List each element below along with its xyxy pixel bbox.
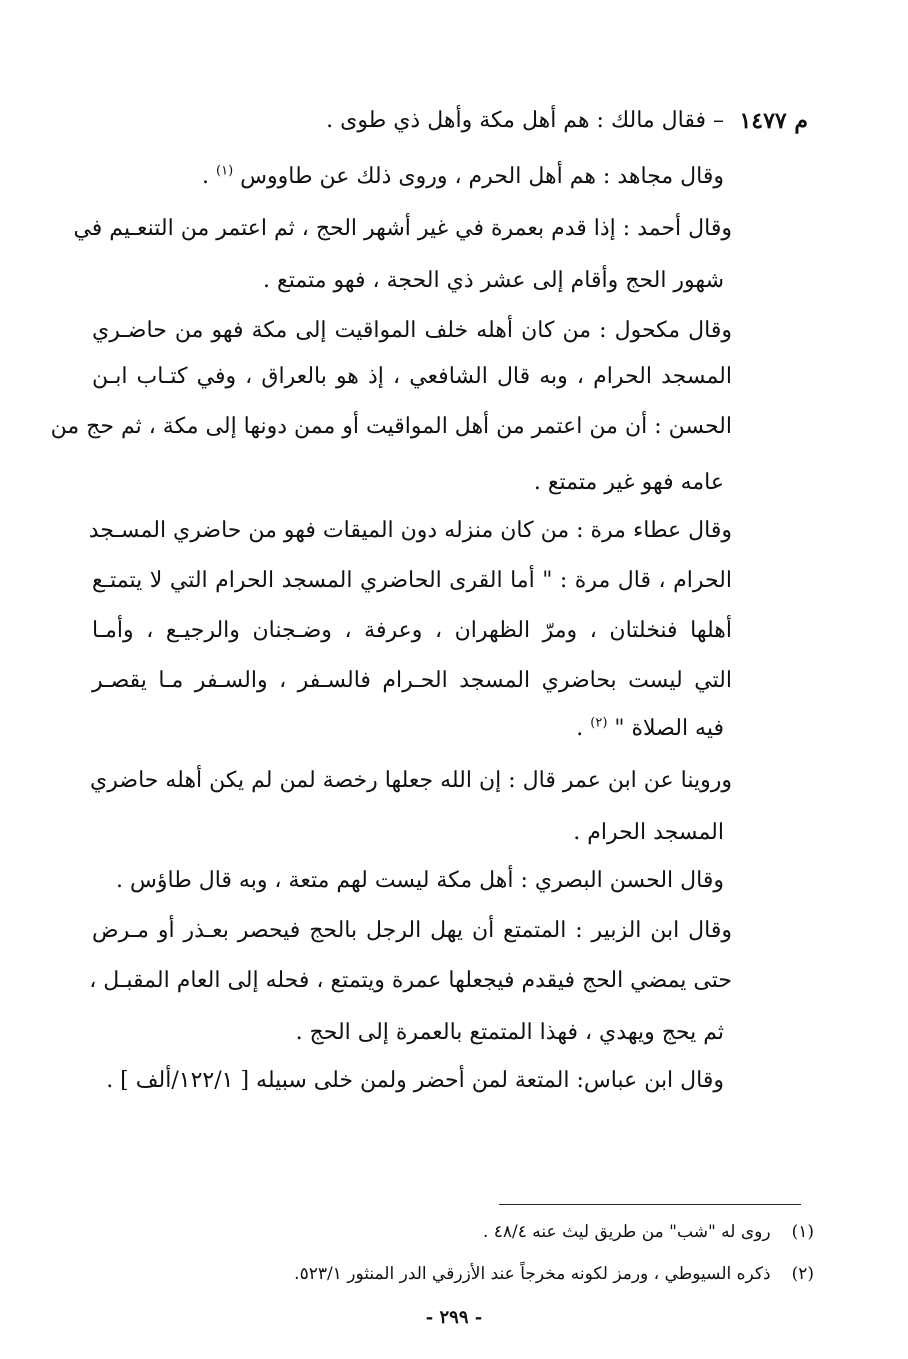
text-line-9: وقال عطاء مرة : من كان منزله دون الميقات فهو من حاضري المسـجد [88,518,732,543]
footnote-text-2: ذكره السيوطي ، ورمز لكونه مخرجاً عند الأزرقي الدر المنثور ٥٢٣/١. [294,1264,771,1284]
text-line-19: ثم يحج ويهدي ، فهذا المتمتع بالعمرة إلى الحج . [295,1020,724,1045]
footnote-number-1: (١) [791,1222,814,1242]
text-line-18: حتى يمضي الحج فيقدم فيجعلها عمرة ويتمتع ، فحله إلى العام المقبـل ، [89,968,732,993]
text-line-20: وقال ابن عباس: المتعة لمن أحضر ولمن خلى سبيله [ ١٢٢/١/ألف ] . [106,1068,724,1093]
text-line-5: وقال مكحول : من كان أهله خلف المواقيت إلى مكة فهو من حاضـري [92,318,732,343]
footnote-1 [483,1220,814,1244]
text-line-13 [576,714,724,744]
text-line-2 [202,162,724,192]
footnote-reference-2: (٢) [590,715,608,731]
text-line-15: المسجد الحرام . [573,820,724,845]
text-line-7: الحسن : أن من اعتمر من أهل المواقيت أو ممن دونها إلى مكة ، ثم حج من [50,414,732,439]
footnote-divider [499,1204,801,1205]
footnote-number-2: (٢) [791,1264,814,1284]
footnote-reference-1: (١) [216,163,234,179]
text-line-13-content: فيه الصلاة " [614,716,724,741]
text-line-2-tail: . [202,164,210,189]
text-line-12: التي ليست بحاضري المسجد الحـرام فالسـفر ، والسـفر مـا يقصـر [92,668,732,693]
page-number: - ٢٩٩ - [425,1307,483,1328]
paragraph-marker: م ١٤٧٧ [739,108,808,134]
footnote-text-1: روى له "شب" من طريق ليث عنه ٤٨/٤ . [482,1222,771,1242]
text-line-3: وقال أحمد : إذا قدم بعمرة في غير أشهر الحج ، ثم اعتمر من التنعـيم في [73,216,732,241]
text-line-17: وقال ابن الزبير : المتمتع أن يهل الرجل بالحج فيحصر بعـذر أو مـرض [92,918,732,943]
text-line-16: وقال الحسن البصري : أهل مكة ليست لهم متعة ، وبه قال طاؤس . [116,868,724,893]
text-line-10: الحرام ، قال مرة : " أما القرى الحاضري المسجد الحرام التي لا يتمتـع [92,568,732,593]
text-line-4: شهور الحج وأقام إلى عشر ذي الحجة ، فهو متمتع . [263,268,724,293]
text-line-8: عامه فهو غير متمتع . [533,470,724,495]
text-line-2-content: وقال مجاهد : هم أهل الحرم ، وروى ذلك عن طاووس [240,164,724,189]
text-line-6: المسجد الحرام ، وبه قال الشافعي ، إذ هو بالعراق ، وفي كتـاب ابـن [92,364,732,389]
text-line-1: – فقال مالك : هم أهل مكة وأهل ذي طوى . [326,108,724,133]
text-line-14: وروينا عن ابن عمر قال : إن الله جعلها رخصة لمن لم يكن أهله حاضري [90,768,732,793]
text-line-11: أهلها فنخلتان ، ومرّ الظهران ، وعرفة ، وضـجنان والرجيـع ، وأمـا [92,618,732,643]
text-line-13-tail: . [576,716,584,741]
footnote-2 [294,1262,814,1286]
